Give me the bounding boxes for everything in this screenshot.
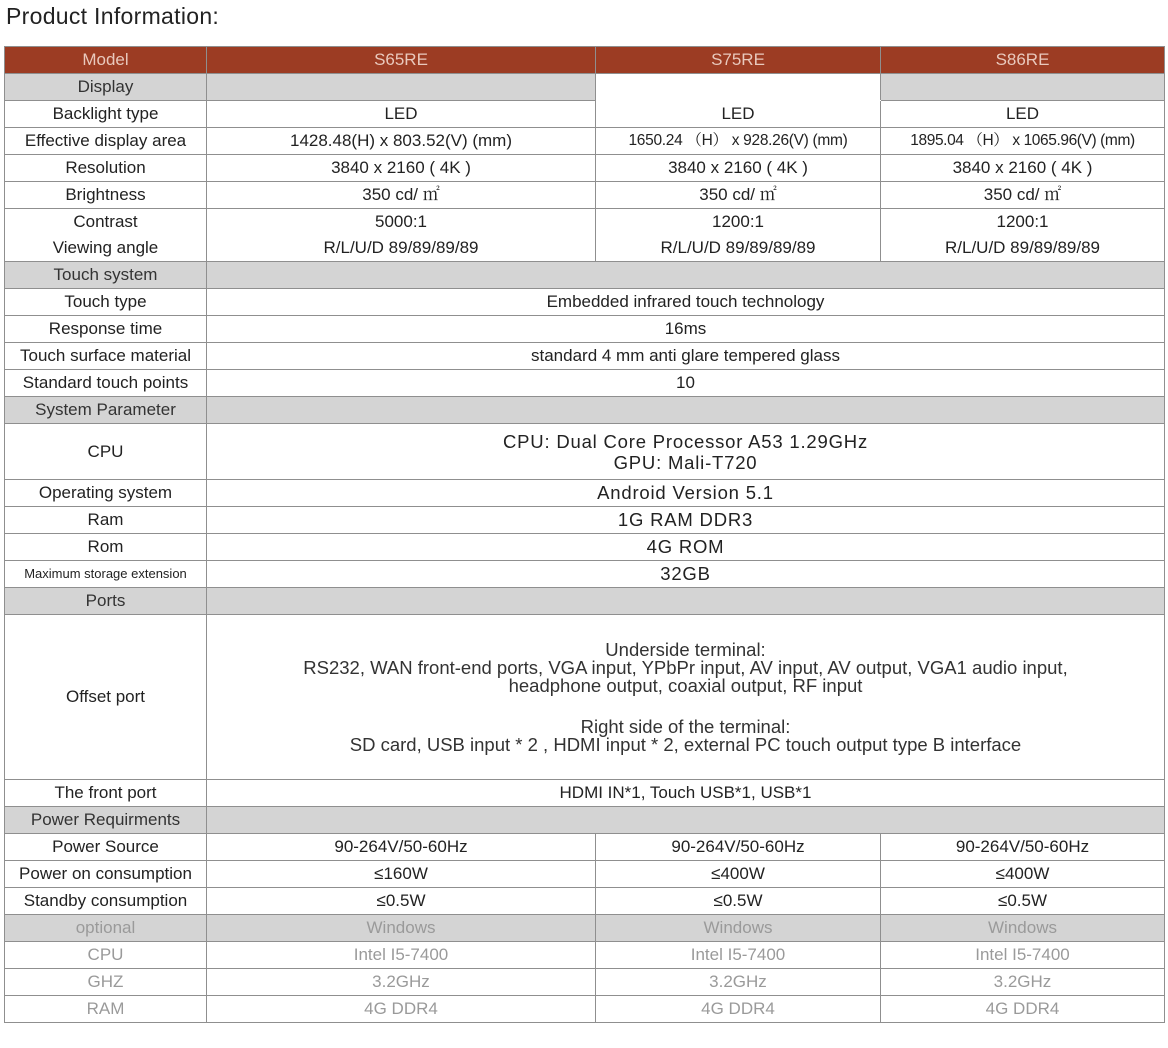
cell: 4G DDR4: [207, 996, 596, 1023]
row-label: Effective display area: [5, 128, 207, 155]
underside-title: Underside terminal:: [605, 638, 766, 660]
cpu-line: CPU: Dual Core Processor A53 1.29GHz: [502, 430, 869, 452]
row-label: Viewing angle: [5, 235, 207, 262]
cell: 3840 x 2160 ( 4K ): [881, 155, 1165, 182]
cell: 32GB: [207, 561, 1165, 588]
model-label: Model: [5, 47, 207, 74]
cell: 16ms: [207, 316, 1165, 343]
model-s75re: S75RE: [596, 47, 881, 74]
table-row: [5, 155, 1165, 182]
right-side-title: Right side of the terminal:: [580, 715, 791, 737]
cell: 3840 x 2160 ( 4K ): [207, 155, 596, 182]
cell: 1G RAM DDR3: [207, 507, 1165, 534]
cell: R/L/U/D 89/89/89/89: [207, 235, 596, 262]
table-row: [5, 996, 1165, 1023]
table-row: [5, 888, 1165, 915]
cell: LED: [596, 101, 881, 128]
model-s86re: S86RE: [881, 47, 1165, 74]
section-system: System Parameter: [5, 397, 207, 424]
row-label: Ram: [5, 507, 207, 534]
cell: Intel I5-7400: [207, 942, 596, 969]
cell: Windows: [596, 915, 881, 942]
row-label: Operating system: [5, 480, 207, 507]
page-title: Product Information:: [6, 3, 220, 29]
cell: HDMI IN*1, Touch USB*1, USB*1: [207, 780, 1165, 807]
row-label: RAM: [5, 996, 207, 1023]
row-label: Touch surface material: [5, 343, 207, 370]
cell: 4G ROM: [207, 534, 1165, 561]
cell: 350 cd/ ㎡: [207, 182, 596, 209]
cpu-cell: [207, 424, 1165, 480]
row-label: Rom: [5, 534, 207, 561]
cell: ≤0.5W: [596, 888, 881, 915]
table-row: [5, 507, 1165, 534]
cell: 3.2GHz: [207, 969, 596, 996]
cell: 90-264V/50-60Hz: [207, 834, 596, 861]
table-row: [5, 969, 1165, 996]
cell: R/L/U/D 89/89/89/89: [596, 235, 881, 262]
cell: 90-264V/50-60Hz: [596, 834, 881, 861]
table-row: [5, 289, 1165, 316]
cell: 1895.04 （H） x 1065.96(V) (mm): [881, 128, 1165, 155]
table-row: [5, 343, 1165, 370]
cell: LED: [881, 101, 1165, 128]
section-ports: Ports: [5, 588, 207, 615]
spec-table: [4, 46, 1165, 1023]
table-row: [5, 534, 1165, 561]
cell: 1650.24 （H） x 928.26(V) (mm): [596, 128, 881, 155]
table-row: [5, 561, 1165, 588]
cell: Windows: [207, 915, 596, 942]
row-label: Offset port: [5, 615, 207, 780]
cell: 3.2GHz: [596, 969, 881, 996]
row-label: Backlight type: [5, 101, 207, 128]
table-row: [5, 424, 1165, 480]
table-row: [5, 861, 1165, 888]
cell: R/L/U/D 89/89/89/89: [881, 235, 1165, 262]
section-row: [5, 588, 1165, 615]
cell: 4G DDR4: [881, 996, 1165, 1023]
row-label: CPU: [5, 942, 207, 969]
section-touch: Touch system: [5, 262, 207, 289]
row-label: Resolution: [5, 155, 207, 182]
cell: Android Version 5.1: [207, 480, 1165, 507]
section-row: [5, 262, 1165, 289]
table-row: [5, 942, 1165, 969]
row-label: Brightness: [5, 182, 207, 209]
cell: ≤400W: [881, 861, 1165, 888]
row-label: Power Source: [5, 834, 207, 861]
table-row: [5, 615, 1165, 780]
section-row: [5, 807, 1165, 834]
offset-port-cell: [207, 615, 1165, 780]
right-side-line: SD card, USB input * 2 , HDMI input * 2, external PC touch output type B interface: [349, 733, 1022, 755]
section-power: Power Requirments: [5, 807, 207, 834]
table-row: [5, 780, 1165, 807]
cell: 5000:1: [207, 209, 596, 236]
gpu-line: GPU: Mali-T720: [613, 451, 758, 473]
table-row: [5, 209, 1165, 236]
table-row: [5, 370, 1165, 397]
cell: 10: [207, 370, 1165, 397]
cell: 350 cd/ ㎡: [596, 182, 881, 209]
header-row: [5, 47, 1165, 74]
cell: 1200:1: [881, 209, 1165, 236]
cell: ≤400W: [596, 861, 881, 888]
cell: LED: [207, 101, 596, 128]
table-row: [5, 182, 1165, 209]
cell: 3.2GHz: [881, 969, 1165, 996]
row-label: GHZ: [5, 969, 207, 996]
section-row: [5, 397, 1165, 424]
row-label: Standby consumption: [5, 888, 207, 915]
cell: standard 4 mm anti glare tempered glass: [207, 343, 1165, 370]
cell: 1428.48(H) x 803.52(V) (mm): [207, 128, 596, 155]
row-label: Contrast: [5, 209, 207, 236]
cell: 350 cd/ ㎡: [881, 182, 1165, 209]
cell: 90-264V/50-60Hz: [881, 834, 1165, 861]
row-label: Maximum storage extension: [5, 561, 207, 588]
table-row: [5, 316, 1165, 343]
row-label: The front port: [5, 780, 207, 807]
cell: 3840 x 2160 ( 4K ): [596, 155, 881, 182]
row-label: Response time: [5, 316, 207, 343]
table-row: [5, 834, 1165, 861]
cell: 4G DDR4: [596, 996, 881, 1023]
cell: ≤0.5W: [881, 888, 1165, 915]
table-row: [5, 128, 1165, 155]
table-row: [5, 235, 1165, 262]
row-label: CPU: [5, 424, 207, 480]
table-row: [5, 101, 1165, 128]
cell: ≤0.5W: [207, 888, 596, 915]
cell: Intel I5-7400: [596, 942, 881, 969]
underside-line: RS232, WAN front-end ports, VGA input, YPbPr input, AV input, AV output, VGA1 audio input,: [303, 656, 1068, 678]
section-row: [5, 74, 1165, 101]
cell: ≤160W: [207, 861, 596, 888]
row-label: Standard touch points: [5, 370, 207, 397]
cell: Intel I5-7400: [881, 942, 1165, 969]
row-label: Power on consumption: [5, 861, 207, 888]
row-label: Touch type: [5, 289, 207, 316]
cell: 1200:1: [596, 209, 881, 236]
cell: Embedded infrared touch technology: [207, 289, 1165, 316]
optional-header-row: [5, 915, 1165, 942]
underside-line: headphone output, coaxial output, RF input: [508, 674, 863, 696]
table-row: [5, 480, 1165, 507]
section-display: Display: [5, 74, 207, 101]
cell: Windows: [881, 915, 1165, 942]
model-s65re: S65RE: [207, 47, 596, 74]
section-optional: optional: [5, 915, 207, 942]
